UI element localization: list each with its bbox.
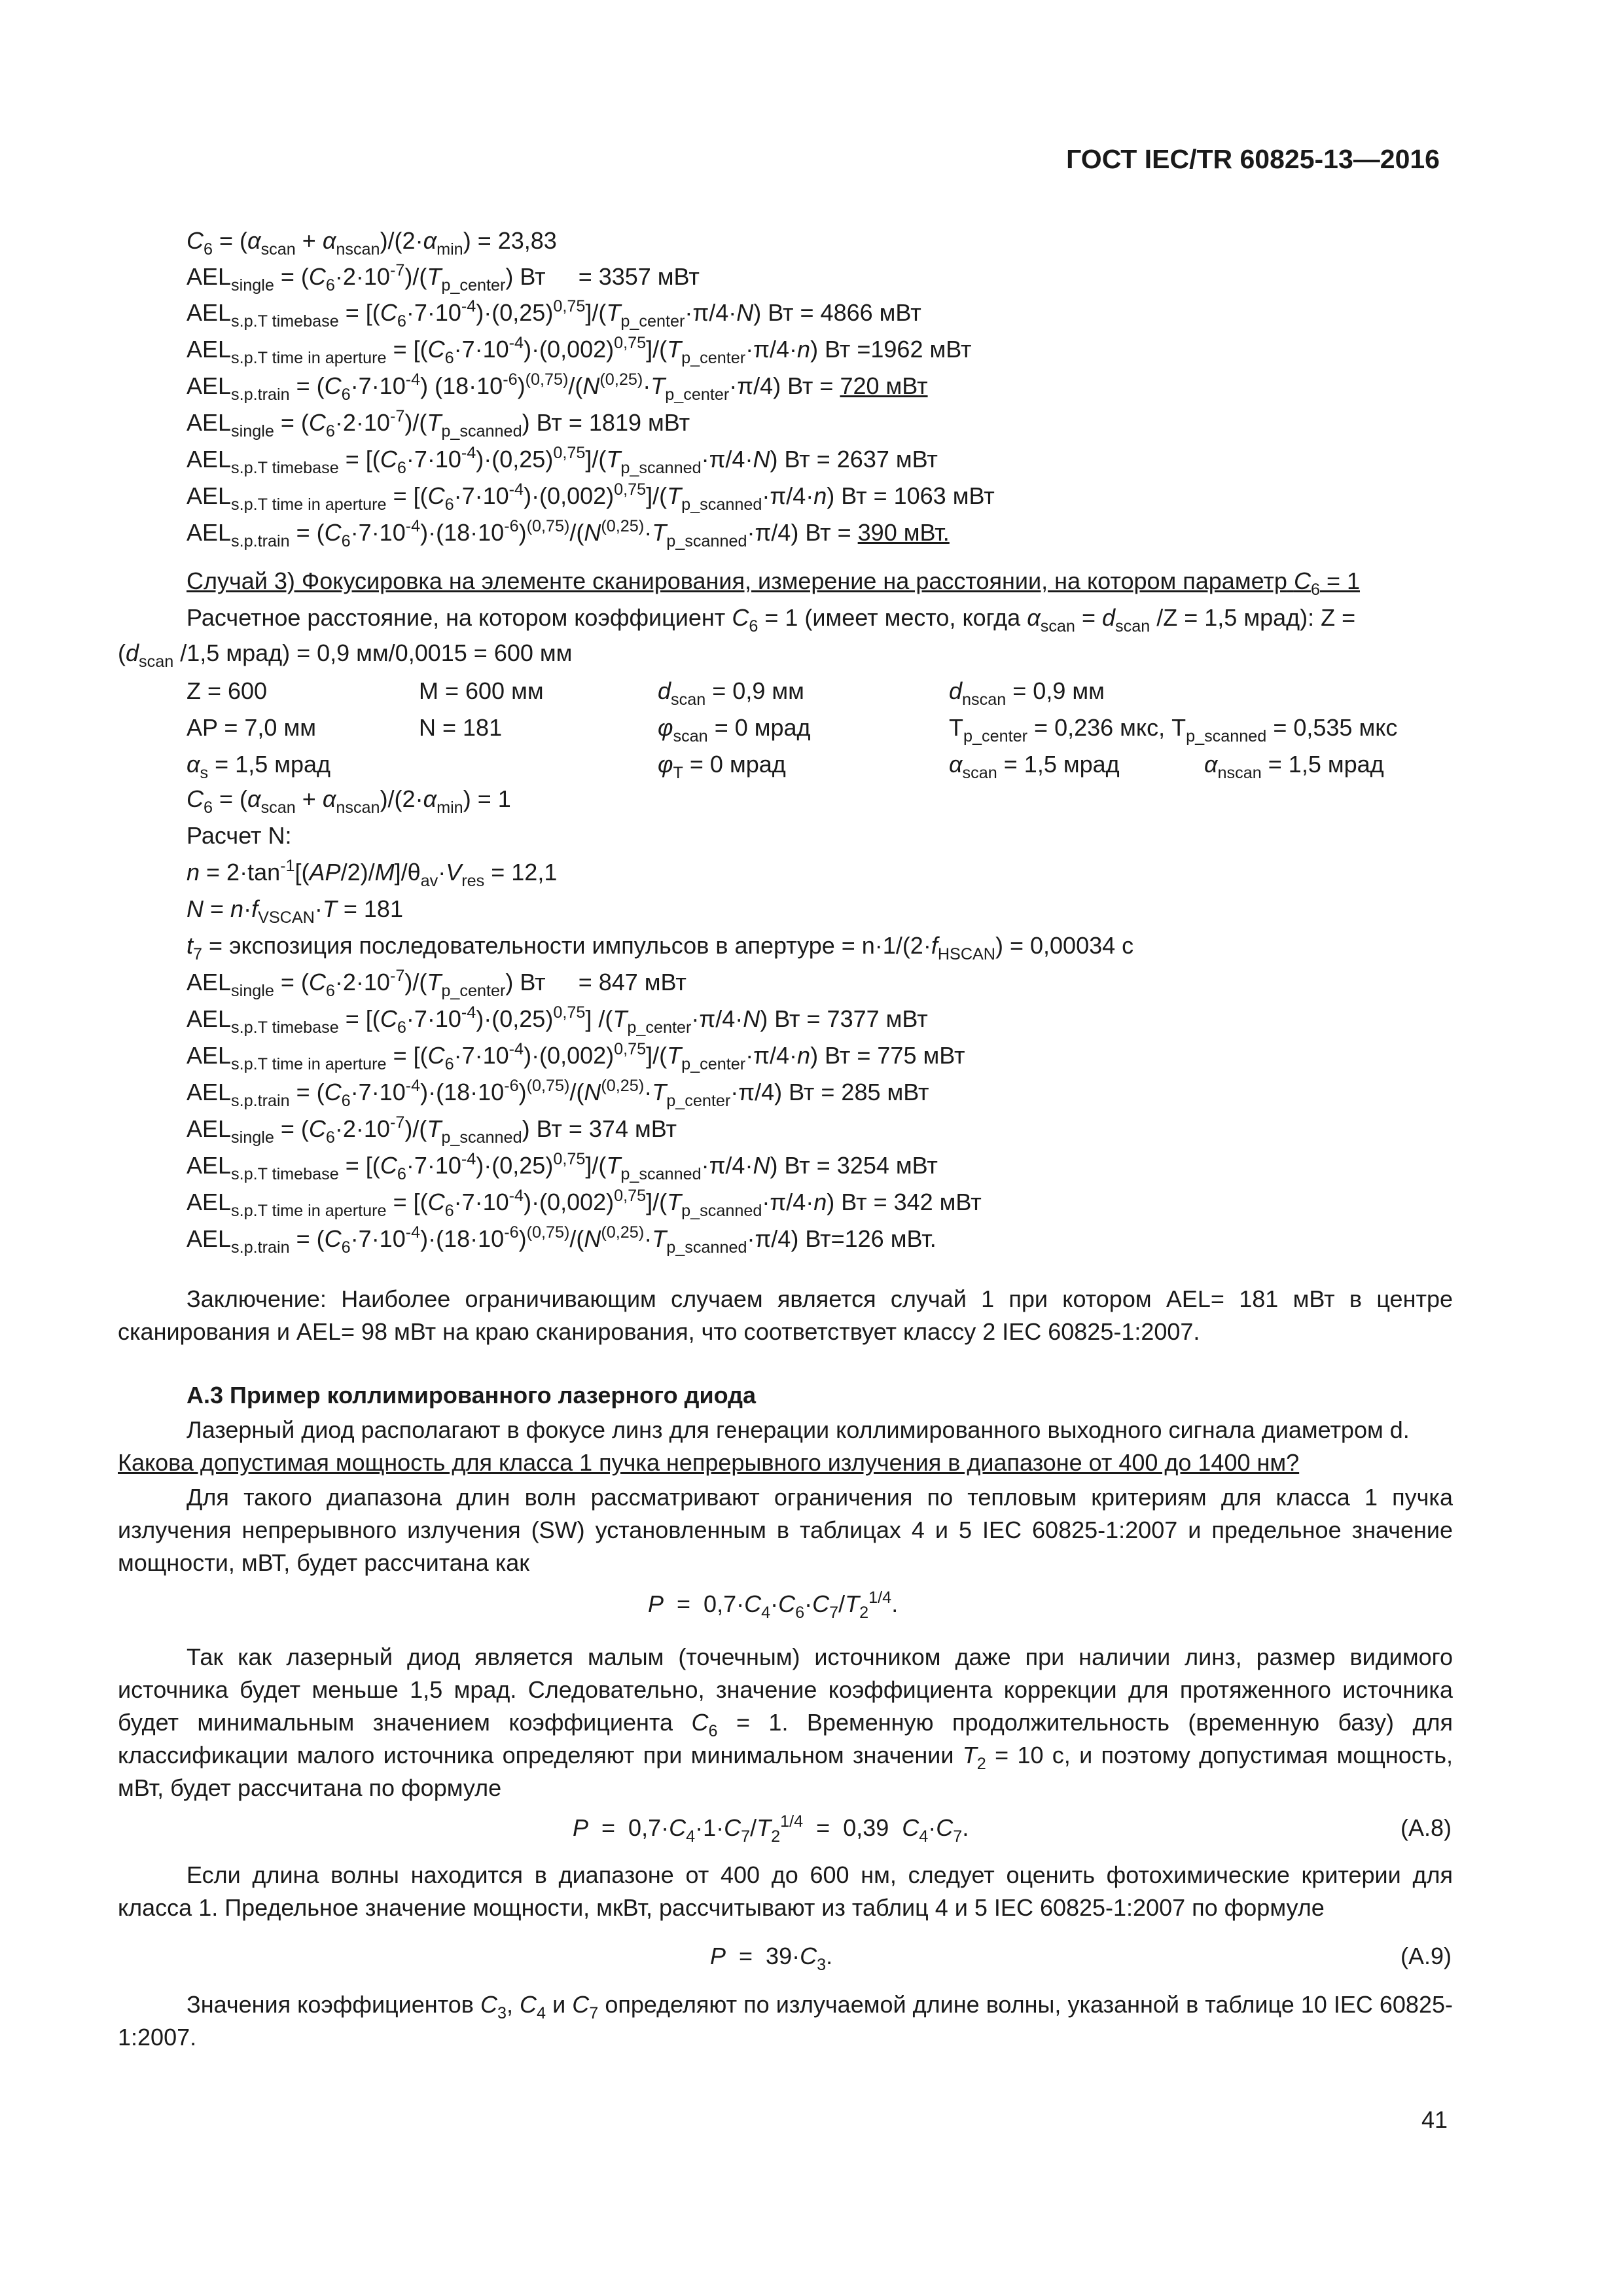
param-z: Z = 600 [187,677,268,704]
param-alpha-scan: $\alpha_{scan} = 1,5$ мрад [949,751,1120,782]
section-a3-heading: А.3 Пример коллимированного лазерного диода [187,1382,756,1408]
param-phiscan: $\varphi_{scan} = 0$ мрад [658,714,811,745]
formula-c6-case3: $C_6 = (\alpha_{scan} + \alpha_{nscan})/(2\cdot\alpha_{min}) = 1$ [187,785,511,817]
formula-c6-case2: $C_6 = (\alpha_{scan} + \alpha_{nscan})/(2\cdot\alpha_{min}) = 23,83$ [187,227,557,259]
param-dscan: $d_{scan} = 0,9$ мм [658,677,804,709]
a3-paragraph-3: Так как лазерный диод является малым (точечным) источником даже при наличии линз, размер видимого источника будет меньше 1,5 мрад. Следовательно, значение коэффициента коррекции для протяженного источника будет минимальным значением коэффициента $C_6 = 1$. Временную продолжительность (временную базу) для классификации малого источника определяют при минимальном значении $T_2 = 10$ с, и поэтому допустимая мощность, мВт, будет рассчитана по формуле [118,1643,1454,1801]
formula-a9: $P = 39\cdot C_3$. [710,1943,833,1974]
formula3-ael-timebase-scanned: $AEL_{s.p.T timebase} = [(C_6\cdot 7\cdot 10^{-4})\cdot(0,25)^{0,75}]/(T_{p\_scanned}\cdot\pi/4\cdot N)$ Вт = 3254 мВт [187,1150,938,1183]
formula-ael-aperture-scanned: $AEL_{s.p.T time in aperture} = [(C_6\cdot 7\cdot 10^{-4})\cdot(0,002)^{0,75}]/(T_{p\_scanned}\cdot\pi/4\cdot n)$ Вт = 1063 мВт [187,480,995,514]
formula-ael-single-scanned: $AEL_{single} = (C_6\cdot 2\cdot 10^{-7})/(T_{p\_scanned})$ Вт = 1819 мВт [187,407,690,440]
page-number: 41 [1421,2106,1448,2133]
value: Вт = 4866 мВт [768,299,921,326]
formula-ael-timebase-scanned: $AEL_{s.p.T timebase} = [(C_6\cdot 7\cdot 10^{-4})\cdot(0,25)^{0,75}]/(T_{p\_scanned}\cdot\pi/4\cdot N)$ Вт = 2637 мВт [187,444,938,477]
case3-title: Случай 3) Фокусировка на элементе сканирования, измерение на расстоянии, на котором параметр $C_6 = 1$ [187,567,1361,599]
value: 720 мВт [840,372,928,399]
formula3-ael-single-center: $AEL_{single} = (C_6\cdot 2\cdot 10^{-7})/(T_{p\_center})$ Вт = 847 мВт [187,967,687,1000]
formula3-ael-timebase-center: $AEL_{s.p.T timebase} = [(C_6\cdot 7\cdot 10^{-4})\cdot(0,25)^{0,75}]$ $/(T_{p\_center}\cdot\pi/4\cdot N)$ Вт = 7377 мВт [187,1003,928,1037]
value: Вт =1962 мВт [825,336,972,363]
param-m: M = 600 мм [419,677,544,704]
equation-number-a8: (А.8) [1400,1814,1452,1841]
value: Вт = 1819 мВт [536,409,690,436]
conclusion-paragraph: Заключение: Наиболее ограничивающим случаем является случай 1 при котором AEL= 181 мВт в центре сканирования и AEL= 98 мВт на краю сканирования, что соответствует классу 2 IEC 60825-1:2007. [118,1285,1453,1345]
value: Вт = 1063 мВт [841,482,995,509]
formula-ael-single-center: $AEL_{single} = (C_6\cdot 2\cdot 10^{-7})/(T_{p\_center})$ Вт = 3357 мВт [187,261,700,295]
param-tp: $T_{p\_center} = 0,236$ мкс, $T_{p\_scanned} = 0,535$ мкс [949,714,1398,745]
param-alpha-nscan: $\alpha_{nscan} = 1,5$ мрад [1204,751,1384,782]
case3-intro-line2: ($d_{scan}$ /1,5 мрад) = 0,9 мм/0,0015 = 600 мм [118,639,573,671]
value: = 23,83 [477,227,557,254]
formula-p-general: $P = 0,7\cdot C_4\cdot C_6\cdot C_7/T_2^{1/4}$. [648,1588,899,1622]
value: = 3357 мВт [578,263,700,290]
formula-ael-train-scanned: $AEL_{s.p.train} = (C_6\cdot 7\cdot 10^{-4})\cdot(18\cdot 10^{-6})^{(0,75)}/(N^{(0,25)}\cdot T_{p\_scanned}\cdot\pi/4)$ Вт = 390 мВт. [187,517,950,550]
value: 390 мВт. [857,519,950,546]
param-alpha-s: $\alpha_s = 1,5$ мрад [187,751,331,782]
unit: Вт [805,519,831,546]
formula3-ael-aperture-scanned: $AEL_{s.p.T time in aperture} = [(C_6\cdot 7\cdot 10^{-4})\cdot(0,002)^{0,75}]/(T_{p\_scanned}\cdot\pi/4\cdot n)$ Вт = 342 мВт [187,1187,982,1220]
param-phit: $\varphi_T = 0$ мрад [658,751,786,782]
formula-n: $n = 2\cdot\tan^{-1}[(AP/2)/M]/\theta_{av}\cdot V_{res} = 12,1$ [187,857,558,890]
calc-n-label: Расчет N: [187,822,292,849]
unit: Вт [520,263,546,290]
formula-ael-train-center: $AEL_{s.p.train} = (C_6\cdot 7\cdot 10^{-4})$ $(18\cdot 10^{-6})^{(0,75)}/(N^{(0,25)}\cdot T_{p\_center}\cdot\pi/4)$ Вт = 720 мВт [187,370,928,404]
equation-number-a9: (А.9) [1400,1943,1452,1969]
formula-nn: $N = n\cdot f_{VSCAN}\cdot T = 181$ [187,895,403,927]
a3-paragraph-1: Лазерный диод располагают в фокусе линз для генерации коллимированного выходного сигнала диаметром d. Какова допустимая мощность для класса 1 пучка непрерывного излучения в диапазоне от 400 до 1400 нм? [118,1416,1410,1476]
a3-paragraph-2: Для такого диапазона длин волн рассматривают ограничения по тепловым критериям для класса 1 пучка излучения непрерывного излучения (SW) установленным в таблицах 4 и 5 IEC 60825-1:2007 и предельное значение мощности, мВТ, будет рассчитана как [118,1484,1453,1576]
param-dnscan: $d_{nscan} = 0,9$ мм [949,677,1105,709]
param-ap: AP = 7,0 мм [187,714,316,741]
formula-t7: $t_7$ = экспозиция последовательности импульсов в апертуре = $n\cdot 1/(2\cdot f_{HSCAN}) = 0,00034$ с [187,932,1134,963]
formula3-ael-single-scanned: $AEL_{single} = (C_6\cdot 2\cdot 10^{-7})/(T_{p\_scanned})$ Вт = 374 мВт [187,1113,677,1147]
formula-ael-timebase-center: $AEL_{s.p.T timebase} = [(C_6\cdot 7\cdot 10^{-4})\cdot(0,25)^{0,75}]/(T_{p\_center}\cdot\pi/4\cdot N)$ Вт = 4866 мВт [187,297,921,331]
case3-intro-line1: Расчетное расстояние, на котором коэффициент $C_6 = 1$ (имеет место, когда $\alpha_{scan} = d_{scan}$ /Z = 1,5 мрад): Z = [187,604,1356,636]
formula3-ael-aperture-center: $AEL_{s.p.T time in aperture} = [(C_6\cdot 7\cdot 10^{-4})\cdot(0,002)^{0,75}]/(T_{p\_center}\cdot\pi/4\cdot n)$ Вт = 775 мВт [187,1040,965,1073]
document-code-header: ГОСТ IEC/TR 60825-13—2016 [1066,144,1440,174]
param-n: N = 181 [419,714,503,741]
unit: Вт [787,372,813,399]
a3-question: Какова допустимая мощность для класса 1 пучка непрерывного излучения в диапазоне от 400 до 1400 нм? [118,1449,1300,1476]
formula3-ael-train-center: $AEL_{s.p.train} = (C_6\cdot 7\cdot 10^{-4})\cdot(18\cdot 10^{-6})^{(0,75)}/(N^{(0,25)}\cdot T_{p\_center}\cdot\pi/4)$ Вт = 285 мВт [187,1077,929,1110]
formula3-ael-train-scanned: $AEL_{s.p.train} = (C_6\cdot 7\cdot 10^{-4})\cdot(18\cdot 10^{-6})^{(0,75)}/(N^{(0,25)}\cdot T_{p\_scanned}\cdot\pi/4)$ Вт=126 мВт. [187,1223,936,1257]
value: Вт = 2637 мВт [784,446,938,473]
formula-ael-aperture-center: $AEL_{s.p.T time in aperture} = [(C_6\cdot 7\cdot 10^{-4})\cdot(0,002)^{0,75}]/(T_{p\_center}\cdot\pi/4\cdot n)$ Вт =1962 мВт [187,334,972,367]
a3-paragraph-5: Значения коэффициентов $C_3$, $C_4$ и $C_7$ определяют по излучаемой длине волны, указанной в таблице 10 IEC 60825-1:2007. [118,1991,1453,2051]
formula-a8: $P = 0,7\cdot C_4\cdot 1\cdot C_7/T_2^{1/4} = 0,39$ $C_4\cdot C_7$. [573,1812,969,1846]
a3-paragraph-4: Если длина волны находится в диапазоне от 400 до 600 нм, следует оценить фотохимические критерии для класса 1. Предельное значение мощности, мкВт, рассчитывают из таблиц 4 и 5 IEC 60825-1:2007 по формуле [118,1861,1453,1921]
